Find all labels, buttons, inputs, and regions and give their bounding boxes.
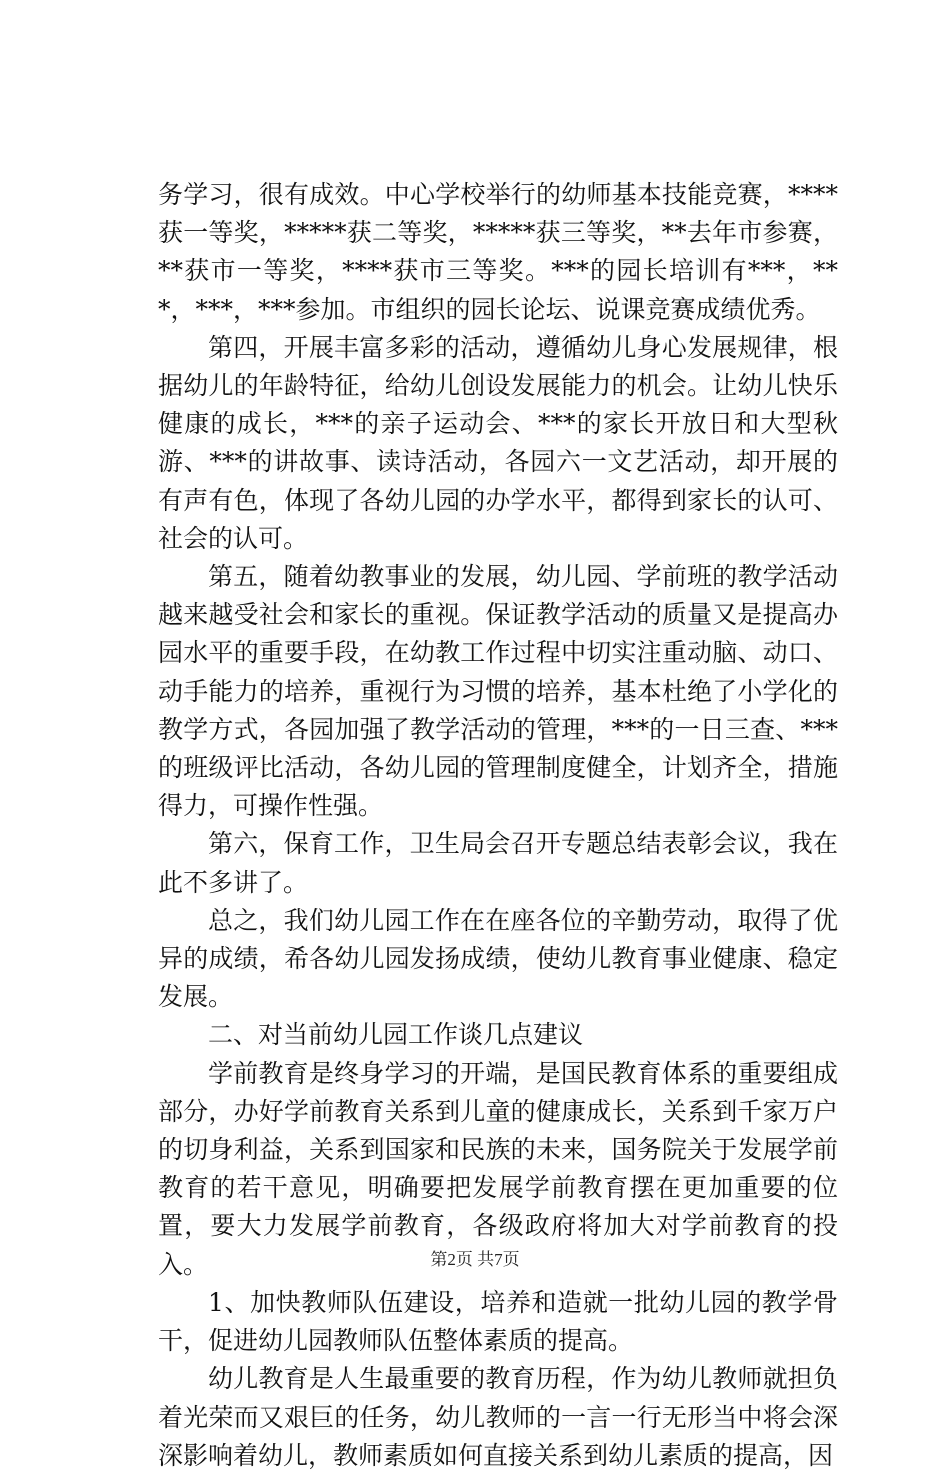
page-footer: 第2页 共7页 [430, 1250, 520, 1269]
paragraph-7: 1、加快教师队伍建设，培养和造就一批幼儿园的教学骨干，促进幼儿园教师队伍整体素质的提高。 [158, 1287, 838, 1356]
paragraph-5: 总之，我们幼儿园工作在在座各位的辛勤劳动，取得了优异的成绩，希各幼儿园发扬成绩，使幼儿教育事业健康、稳定发展。 [158, 905, 838, 1012]
paragraph-2: 第四，开展丰富多彩的活动，遵循幼儿身心发展规律，根据幼儿的年龄特征，给幼儿创设发展能力的机会。让幼儿快乐健康的成长，***的亲子运动会、***的家长开放日和大型秋游、***的讲故事、读诗活动，各园六一文艺活动，却开展的有声有色，体现了各幼儿园的办学水平，都得到家长的认可、社会的认可。 [158, 332, 838, 553]
paragraph-3: 第五，随着幼教事业的发展，幼儿园、学前班的教学活动越来越受社会和家长的重视。保证教学活动的质量又是提高办园水平的重要手段，在幼教工作过程中切实注重动脑、动口、动手能力的培养，重视行为习惯的培养，基本杜绝了小学化的教学方式，各园加强了教学活动的管理，***的一日三查、***的班级评比活动，各幼儿园的管理制度健全，计划齐全，措施得力，可操作性强。 [158, 562, 838, 821]
paragraph-8: 幼儿教育是人生最重要的教育历程，作为幼儿教师就担负着光荣而又艰巨的任务，幼儿教师的一言一行无形当中将会深深影响着幼儿，教师素质如何直接关系到幼儿素质的提高，因 [158, 1364, 838, 1470]
paragraph-1: 务学习，很有成效。中心学校举行的幼师基本技能竞赛，****获一等奖，*****获二等奖，*****获三等奖，**去年市参赛，**获市一等奖，****获市三等奖。***的园长培训有***，***，***，***参加。市组织的园长论坛、说课竞赛成绩优秀。 [158, 180, 838, 324]
paragraph-4: 第六，保育工作，卫生局会召开专题总结表彰会议，我在此不多讲了。 [158, 829, 838, 897]
section-heading: 二、对当前幼儿园工作谈几点建议 [208, 1020, 584, 1050]
document-body [158, 176, 838, 1475]
paragraph-6: 学前教育是终身学习的开端，是国民教育体系的重要组成部分，办好学前教育关系到儿童的健康成长，关系到千家万户的切身利益，关系到国家和民族的未来，国务院关于发展学前教育的若干意见，明确要把发展学前教育摆在更加重要的位置，要大力发展学前教育，各级政府将加大对学前教育的投入。 [158, 1058, 838, 1279]
